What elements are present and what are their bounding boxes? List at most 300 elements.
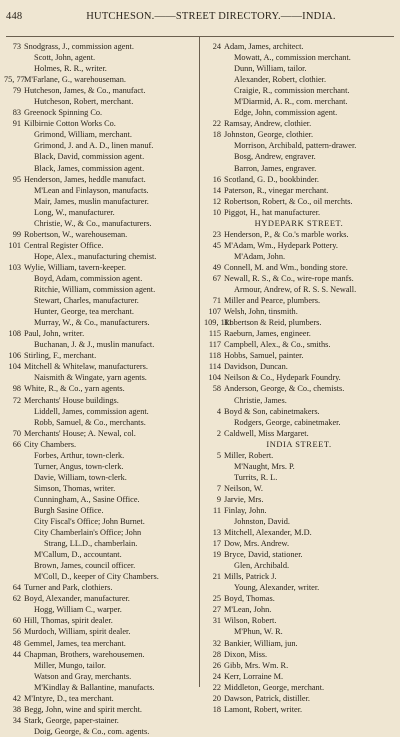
house-number: 106: [8, 351, 21, 361]
directory-entry: [204, 361, 394, 372]
directory-entry: [4, 417, 194, 428]
entry-text: Adam, James, architect.: [224, 42, 304, 51]
entry-text: Scott, John, agent.: [34, 53, 96, 63]
directory-entry: [204, 185, 394, 196]
entry-text: Campbell, Alex., & Co., smiths.: [224, 340, 331, 350]
house-number: 56: [12, 627, 21, 637]
entry-text: Begg, John, wine and spirit mercht.: [24, 704, 142, 714]
house-number: 91: [12, 119, 21, 129]
entry-text: Naismith & Wingate, yarn agents.: [34, 373, 147, 383]
directory-entry: [204, 582, 394, 593]
house-number: 27: [212, 605, 221, 615]
entry-text: Henderson, P., & Co.'s marble works.: [224, 229, 349, 239]
directory-entry: [204, 295, 394, 306]
entry-text: Davie, William, town-clerk.: [34, 472, 127, 482]
house-number: 22: [212, 119, 221, 129]
directory-entry: [204, 229, 394, 240]
entry-text: M'Adam, John.: [234, 251, 286, 261]
directory-entry: [4, 63, 194, 74]
directory-entry: [204, 461, 394, 472]
entry-text: Ramsay, Andrew, clothier.: [224, 119, 312, 129]
house-number: 114: [208, 362, 221, 372]
entry-text: Lamont, Robert, writer.: [224, 704, 303, 714]
directory-entry: [4, 306, 194, 317]
directory-entry: [204, 107, 394, 118]
directory-entry: [204, 693, 394, 704]
house-number: 19: [212, 550, 221, 560]
house-number: 21: [212, 572, 221, 582]
entry-text: Hogg, William C., warper.: [34, 605, 122, 615]
directory-entry: [204, 538, 394, 549]
house-number: 115: [208, 329, 221, 339]
house-number: 24: [212, 671, 221, 681]
house-number: 28: [212, 649, 221, 659]
directory-entry: [204, 660, 394, 671]
house-number: 12: [212, 196, 221, 206]
entry-text: Alexander, Robert, clothier.: [234, 75, 327, 85]
house-number: 99: [12, 229, 21, 239]
directory-entry: [4, 383, 194, 394]
entry-text: Merchants' House buildings.: [24, 395, 119, 405]
entry-text: Grimond, William, merchant.: [34, 130, 132, 140]
directory-entry: [204, 560, 394, 571]
entry-text: Boyd, Adam, commission agent.: [34, 273, 143, 283]
directory-entry: [204, 450, 394, 461]
entry-text: Snodgrass, J., commission agent.: [24, 42, 134, 51]
directory-entry: [4, 129, 194, 140]
directory-entry: [204, 96, 394, 107]
directory-entry: [4, 140, 194, 151]
entry-text: Kerr, Lorraine M.: [224, 671, 284, 681]
directory-entry: [204, 350, 394, 361]
entry-text: City Fiscal's Office; John Burnet.: [34, 517, 145, 527]
directory-entry: [4, 704, 194, 715]
entry-text: Welsh, John, tinsmith.: [224, 307, 298, 317]
directory-entry: [4, 626, 194, 637]
entry-text: Boyd & Son, cabinetmakers.: [224, 406, 320, 416]
directory-entry: [4, 439, 194, 450]
entry-text: Turner and Park, clothiers.: [24, 583, 113, 593]
entry-text: Bankier, William, jun.: [224, 638, 298, 648]
entry-text: Piggot, H., hat manufacturer.: [224, 207, 321, 217]
directory-entry: [204, 306, 394, 317]
entry-text: Dixon, Miss.: [224, 649, 268, 659]
entry-text: Caldwell, Miss Margaret.: [224, 428, 309, 438]
directory-entry: [4, 151, 194, 162]
house-number: 22: [212, 682, 221, 692]
entry-text: Morrison, Archibald, pattern-drawer.: [234, 141, 357, 151]
entry-text: Turner, Angus, town-clerk.: [34, 461, 124, 471]
directory-entry: [204, 196, 394, 207]
directory-entry: [4, 273, 194, 284]
house-number: 58: [212, 384, 221, 394]
house-number: 23: [212, 229, 221, 239]
entry-text: Finlay, John.: [224, 505, 267, 515]
directory-entry: [4, 395, 194, 406]
house-number: 95: [12, 174, 21, 184]
directory-entry: [4, 74, 194, 85]
directory-entry: [4, 494, 194, 505]
directory-entry: [4, 52, 194, 63]
house-number: 34: [12, 715, 21, 725]
entry-text: Black, James, commission agent.: [34, 163, 145, 173]
entry-text: Robertson, Robert, & Co., oil merchts.: [224, 196, 353, 206]
directory-entry: [4, 461, 194, 472]
house-number: 109, 111: [204, 318, 233, 328]
directory-entry: [4, 538, 194, 549]
entry-text: Henderson, James, heddle manufact.: [24, 174, 146, 184]
house-number: 24: [212, 42, 221, 51]
directory-entry: [4, 107, 194, 118]
street-heading-text: HYDEPARK STREET.: [254, 218, 344, 228]
entry-text: Stewart, Charles, manufacturer.: [34, 296, 139, 306]
entry-text: Newall, R. S., & Co., wire-rope manfs.: [224, 273, 354, 283]
entry-text: Hutcheson, James, & Co., manufact.: [24, 86, 146, 96]
house-number: 49: [212, 262, 221, 272]
directory-entry: [204, 240, 394, 251]
entry-text: Christie, W., & Co., manufacturers.: [34, 218, 152, 228]
directory-entry: [204, 549, 394, 560]
house-number: 31: [212, 616, 221, 626]
directory-entry: [4, 715, 194, 726]
directory-entry: [204, 527, 394, 538]
directory-entry: [204, 626, 394, 637]
entry-text: Dow, Mrs. Andrew.: [224, 539, 290, 549]
directory-entry: [204, 151, 394, 162]
house-number: 117: [208, 340, 221, 350]
directory-entry: [4, 604, 194, 615]
entry-text: M'Lean, John.: [224, 605, 272, 615]
directory-entry: [204, 494, 394, 505]
directory-entry: [204, 174, 394, 185]
entry-text: M'Lean and Finlayson, manufacts.: [34, 185, 149, 195]
directory-entry: [4, 682, 194, 693]
entry-text: Paul, John, writer.: [24, 329, 85, 339]
entry-text: Holmes, R. R., writer.: [34, 64, 107, 74]
directory-entry: [4, 196, 194, 207]
directory-entry: [4, 251, 194, 262]
directory-entry: [4, 295, 194, 306]
entry-text: Christie, James.: [234, 395, 287, 405]
directory-entry: [204, 593, 394, 604]
directory-entry: [4, 428, 194, 439]
directory-entry: [4, 726, 194, 737]
entry-text: Bosg, Andrew, engraver.: [234, 152, 316, 162]
entry-text: Middleton, George, merchant.: [224, 682, 325, 692]
entry-text: Long, W., manufacturer.: [34, 207, 115, 217]
directory-entry: [4, 549, 194, 560]
entry-text: Wilson, Robert.: [224, 616, 277, 626]
page-header: [6, 11, 394, 25]
house-number: 79: [12, 86, 21, 96]
entry-text: City Chamberlain's Office; John: [34, 528, 142, 538]
entry-text: Simson, Thomas, writer.: [34, 483, 116, 493]
directory-entry: [4, 361, 194, 372]
entry-text: Anderson, George, & Co., chemists.: [224, 384, 345, 394]
entry-text: Black, David, commission agent.: [34, 152, 145, 162]
directory-entry: [204, 383, 394, 394]
entry-text: Hobbs, Samuel, painter.: [224, 351, 304, 361]
directory-entry: [204, 207, 394, 218]
directory-entry: [204, 372, 394, 383]
directory-entry: [4, 560, 194, 571]
directory-entry: [204, 251, 394, 262]
entry-text: Miller, Mungo, tailor.: [34, 660, 106, 670]
directory-entry: [204, 273, 394, 284]
house-number: 101: [8, 240, 21, 250]
entry-text: Hill, Thomas, spirit dealer.: [24, 616, 113, 626]
entry-text: White, R., & Co., yarn agents.: [24, 384, 125, 394]
entry-text: Johnston, David.: [234, 517, 291, 527]
directory-entry: [204, 163, 394, 174]
house-number: 26: [212, 660, 221, 670]
directory-entry: [204, 140, 394, 151]
house-number: 20: [212, 693, 221, 703]
page-number: 448: [6, 11, 23, 22]
house-number: 67: [212, 273, 221, 283]
directory-entry: [204, 63, 394, 74]
directory-entry: [204, 406, 394, 417]
entry-text: M'Callum, D., accountant.: [34, 550, 122, 560]
left-column: [4, 41, 194, 737]
directory-entry: [4, 406, 194, 417]
directory-entry: [4, 472, 194, 483]
entry-text: Armour, Andrew, of R. S. S. Newall.: [234, 285, 357, 295]
entry-text: Mitchell & Whitelaw, manufacturers.: [24, 362, 148, 372]
house-number: 25: [212, 594, 221, 604]
directory-entry: [204, 571, 394, 582]
house-number: 104: [8, 362, 21, 372]
house-number: 45: [212, 240, 221, 250]
entry-text: Forbes, Arthur, town-clerk.: [34, 450, 125, 460]
house-number: 18: [212, 704, 221, 714]
directory-entry: [204, 505, 394, 516]
directory-entry: [4, 218, 194, 229]
house-number: 62: [12, 594, 21, 604]
entry-text: Chapman, Brothers, warehousemen.: [24, 649, 145, 659]
entry-text: Mills, Patrick J.: [224, 572, 277, 582]
directory-entry: [4, 41, 194, 52]
entry-text: Hutcheson, Robert, merchant.: [34, 97, 134, 107]
house-number: 5: [216, 450, 221, 460]
entry-text: Craigie, R., commission merchant.: [234, 86, 350, 96]
entry-text: Burgh Sasine Office.: [34, 505, 104, 515]
house-number: 32: [212, 638, 221, 648]
directory-entry: [4, 571, 194, 582]
entry-text: Boyd, Thomas.: [224, 594, 275, 604]
directory-entry: [4, 516, 194, 527]
house-number: 71: [212, 296, 221, 306]
directory-entry: [4, 185, 194, 196]
directory-entry: [4, 350, 194, 361]
entry-text: Gemmel, James, tea merchant.: [24, 638, 126, 648]
entry-text: Merchants' House; A. Newal, col.: [24, 428, 136, 438]
directory-entry: [204, 649, 394, 660]
directory-entry: [4, 483, 194, 494]
directory-entry: [204, 704, 394, 715]
house-number: 72: [12, 395, 21, 405]
house-number: 16: [212, 174, 221, 184]
directory-entry: [4, 317, 194, 328]
house-number: 107: [208, 307, 221, 317]
street-heading-text: INDIA STREET.: [266, 439, 332, 449]
entry-text: Johnston, George, clothier.: [224, 130, 314, 140]
house-number: 66: [12, 439, 21, 449]
entry-text: Bryce, David, stationer.: [224, 550, 303, 560]
entry-text: M'Intyre, D., tea merchant.: [24, 693, 114, 703]
street-heading: [204, 439, 394, 450]
directory-entry: [4, 96, 194, 107]
column-divider: [199, 37, 200, 687]
directory-entry: [4, 527, 194, 538]
directory-entry: [204, 85, 394, 96]
entry-text: Miller, Robert.: [224, 450, 274, 460]
directory-entry: [4, 339, 194, 350]
entry-text: M'Naught, Mrs. P.: [234, 461, 295, 471]
house-number: 83: [12, 108, 21, 118]
entry-text: Hope, Alex., manufacturing chemist.: [34, 251, 157, 261]
directory-entry: [204, 472, 394, 483]
entry-text: Kilbirnie Cotton Works Co.: [24, 119, 116, 129]
entry-text: Doig, George, & Co., com. agents.: [34, 726, 150, 736]
house-number: 7: [216, 483, 221, 493]
house-number: 18: [212, 130, 221, 140]
entry-text: Scotland, G. D., bookbinder.: [224, 174, 319, 184]
entry-text: Raeburn, James, engineer.: [224, 329, 311, 339]
directory-entry: [4, 372, 194, 383]
entry-text: Mitchell, Alexander, M.D.: [224, 528, 312, 538]
entry-text: Hunter, George, tea merchant.: [34, 307, 134, 317]
entry-text: Wylie, William, tavern-keeper.: [24, 262, 126, 272]
directory-entry: [4, 693, 194, 704]
directory-entry: [4, 284, 194, 295]
directory-entry: [4, 505, 194, 516]
directory-entry: [204, 682, 394, 693]
directory-entry: [204, 284, 394, 295]
house-number: 103: [8, 262, 21, 272]
directory-entry: [4, 638, 194, 649]
directory-entry: [204, 395, 394, 406]
directory-entry: [4, 85, 194, 96]
directory-entry: [4, 240, 194, 251]
directory-entry: [204, 328, 394, 339]
directory-entry: [204, 118, 394, 129]
entry-text: Dawson, Patrick, distiller.: [224, 693, 310, 703]
house-number: 9: [216, 494, 221, 504]
entry-text: Dunn, William, tailor.: [234, 64, 307, 74]
directory-entry: [204, 41, 394, 52]
entry-text: Paterson, R., vinegar merchant.: [224, 185, 329, 195]
entry-text: Buchanan, J. & J., muslin manufact.: [34, 340, 155, 350]
house-number: 75, 77: [4, 75, 25, 85]
right-column: [204, 41, 394, 715]
entry-text: Stirling, F., merchant.: [24, 351, 97, 361]
entry-text: Connell, M. and Wm., bonding store.: [224, 262, 348, 272]
directory-entry: [4, 671, 194, 682]
directory-entry: [204, 74, 394, 85]
directory-entry: [204, 317, 394, 328]
entry-text: Liddell, James, commission agent.: [34, 406, 149, 416]
house-number: 73: [12, 42, 21, 51]
house-number: 70: [12, 428, 21, 438]
header-rule: [6, 36, 394, 37]
entry-text: Boyd, Alexander, manufacturer.: [24, 594, 130, 604]
directory-entry: [4, 174, 194, 185]
house-number: 118: [208, 351, 221, 361]
directory-entry: [4, 207, 194, 218]
entry-text: M'Farlane, G., warehouseman.: [24, 75, 126, 85]
entry-text: Neilson & Co., Hydepark Foundry.: [224, 373, 341, 383]
directory-entry: [204, 428, 394, 439]
directory-entry: [204, 671, 394, 682]
directory-entry: [204, 417, 394, 428]
directory-entry: [4, 118, 194, 129]
entry-text: Mowatt, A., commission merchant.: [234, 53, 351, 63]
entry-text: Greenock Spinning Co.: [24, 108, 103, 118]
entry-text: Glen, Archibald.: [234, 561, 290, 571]
house-number: 60: [12, 616, 21, 626]
directory-entry: [204, 604, 394, 615]
entry-text: Murray, W., & Co., manufacturers.: [34, 318, 150, 328]
house-number: 98: [12, 384, 21, 394]
house-number: 42: [12, 693, 21, 703]
entry-text: Brown, James, council officer.: [34, 561, 136, 571]
entry-text: Robb, Samuel, & Co., merchants.: [34, 417, 146, 427]
house-number: 4: [216, 406, 221, 416]
entry-text: M'Diarmid, A. R., com. merchant.: [234, 97, 348, 107]
directory-entry: [204, 262, 394, 273]
entry-text: Murdoch, William, spirit dealer.: [24, 627, 131, 637]
directory-entry: [4, 262, 194, 273]
house-number: 48: [12, 638, 21, 648]
entry-text: Davidson, Duncan.: [224, 362, 288, 372]
directory-entry: [4, 660, 194, 671]
entry-text: Turrits, R. L.: [234, 472, 278, 482]
entry-text: Ritchie, William, commission agent.: [34, 285, 156, 295]
house-number: 10: [212, 207, 221, 217]
entry-text: Grimond, J. and A. D., linen manuf.: [34, 141, 154, 151]
entry-text: Cunningham, A., Sasine Office.: [34, 494, 140, 504]
house-number: 14: [212, 185, 221, 195]
entry-text: Rodgers, George, cabinetmaker.: [234, 417, 341, 427]
directory-entry: [204, 339, 394, 350]
entry-text: Stark, George, paper-stainer.: [24, 715, 119, 725]
entry-text: Miller and Pearce, plumbers.: [224, 296, 321, 306]
entry-text: M'Phun, W. R.: [234, 627, 283, 637]
house-number: 108: [8, 329, 21, 339]
entry-text: Watson and Gray, merchants.: [34, 671, 132, 681]
entry-text: Strang, LL.D., chamberlain.: [44, 539, 138, 549]
house-number: 38: [12, 704, 21, 714]
running-title: HUTCHESON.——STREET DIRECTORY.——INDIA.: [86, 11, 336, 22]
house-number: 11: [213, 505, 221, 515]
house-number: 104: [208, 373, 221, 383]
directory-entry: [204, 129, 394, 140]
entry-text: Jarvie, Mrs.: [224, 494, 264, 504]
entry-text: City Chambers.: [24, 439, 77, 449]
entry-text: M'Adam, Wm., Hydepark Pottery.: [224, 240, 338, 250]
directory-entry: [204, 615, 394, 626]
directory-entry: [4, 328, 194, 339]
entry-text: Neilson, W.: [224, 483, 263, 493]
house-number: 44: [12, 649, 21, 659]
entry-text: Robertson & Reid, plumbers.: [224, 318, 322, 328]
directory-entry: [4, 649, 194, 660]
directory-entry: [204, 638, 394, 649]
entry-text: Mair, James, muslin manufacturer.: [34, 196, 149, 206]
entry-text: Robertson, W., warehouseman.: [24, 229, 128, 239]
street-heading: [204, 218, 394, 229]
